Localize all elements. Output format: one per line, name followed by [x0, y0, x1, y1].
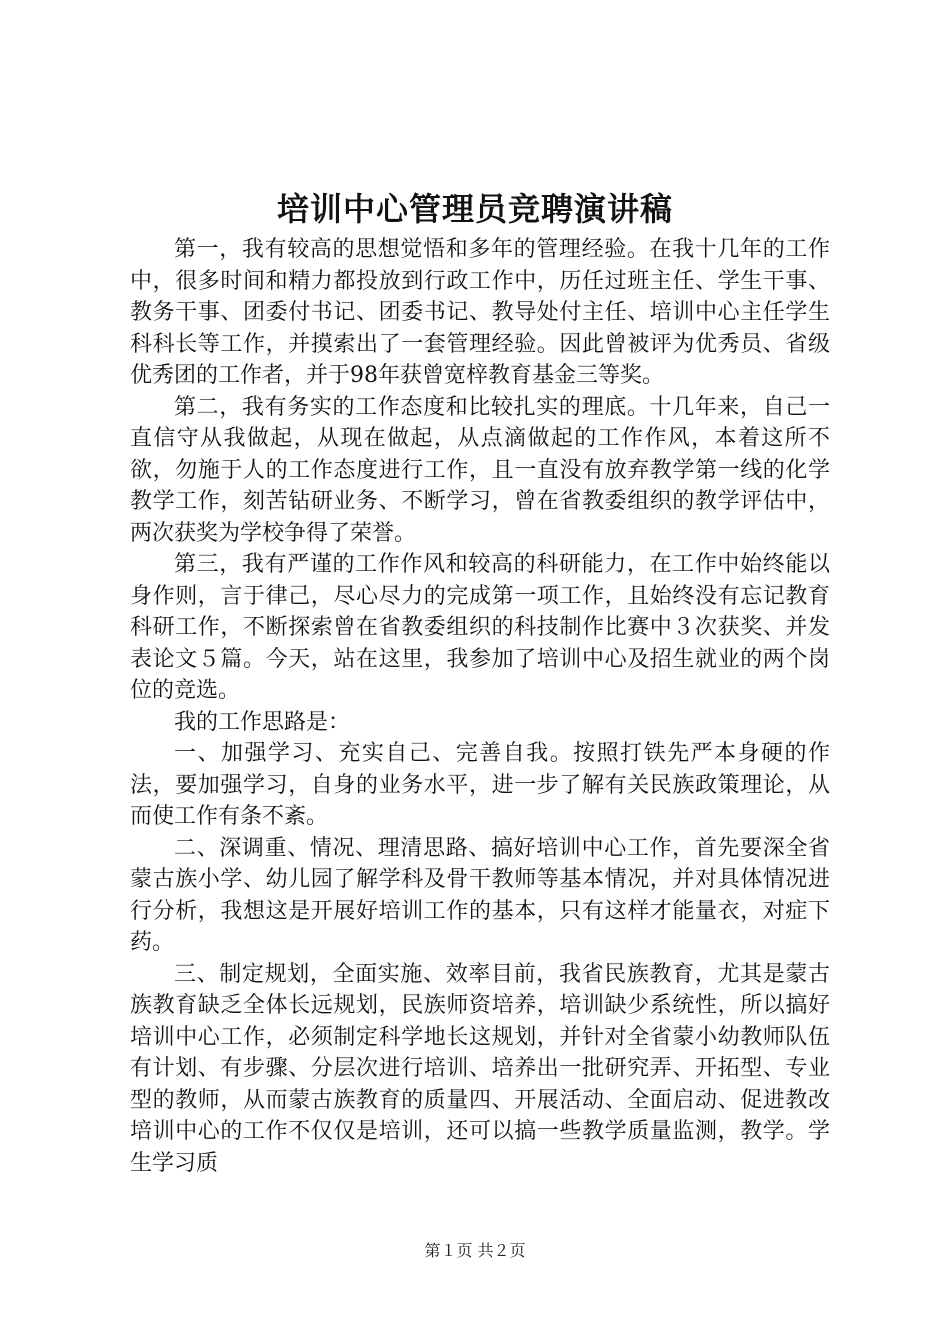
document-title: 培训中心管理员竞聘演讲稿 — [276, 190, 673, 228]
paragraph-1: 第一，我有较高的思想觉悟和多年的管理经验。在我十几年的工作中，很多时间和精力都投放到行政工作中，历任过班主任、学生干事、教务干事、团委付书记、团委书记、教导处付主任、培训中心主任学生科科长等工作，并摸索出了一套管理经验。因此曾被评为优秀员、省级优秀团的工作者，并于98年获曾宽梓教育基金三等奖。 — [130, 237, 830, 388]
paragraph-7: 三、制定规划，全面实施、效率目前，我省民族教育，尤其是蒙古族教育缺乏全体长远规划，民族师资培养，培训缺少系统性，所以搞好培训中心工作，必须制定科学地长这规划，并针对全省蒙小幼教师队伍有计划、有步骤、分层次进行培训、培养出一批研究弄、开拓型、专业型的教师，从而蒙古族教育的质量四、开展活动、全面启动、促进教改培训中心的工作不仅仅是培训，还可以搞一些教学质量监测，教学。学生学习质 — [130, 961, 830, 1176]
paragraph-6: 二、深调重、情况、理清思路、搞好培训中心工作，首先要深全省蒙古族小学、幼儿园了解学科及骨干教师等基本情况，并对具体情况进行分析，我想这是开展好培训工作的基本，只有这样才能量衣，对症下药。 — [130, 835, 830, 955]
paragraph-5: 一、加强学习、充实自己、完善自我。按照打铁先严本身硬的作法，要加强学习，自身的业务水平，进一步了解有关民族政策理论，从而使工作有条不紊。 — [130, 741, 830, 829]
paragraph-2: 第二，我有务实的工作态度和比较扎实的理底。十几年来，自己一直信守从我做起，从现在做起，从点滴做起的工作作风，本着这所不欲，勿施于人的工作态度进行工作，且一直没有放弃教学第一线的化学教学工作，刻苦钻研业务、不断学习，曾在省教委组织的教学评估中，两次获奖为学校争得了荣誉。 — [130, 394, 830, 546]
paragraph-3: 第三，我有严谨的工作作风和较高的科研能力，在工作中始终能以身作则，言于律己，尽心尽力的完成第一项工作，且始终没有忘记教育科研工作，不断探索曾在省教委组织的科技制作比赛中３次获奖、并发表论文５篇。今天，站在这里，我参加了培训中心及招生就业的两个岗位的竞选。 — [130, 552, 830, 703]
page-footer: 第１页 共２页 — [424, 1241, 526, 1260]
paragraph-4: 我的工作思路是： — [174, 709, 351, 735]
document-body — [130, 234, 830, 1179]
